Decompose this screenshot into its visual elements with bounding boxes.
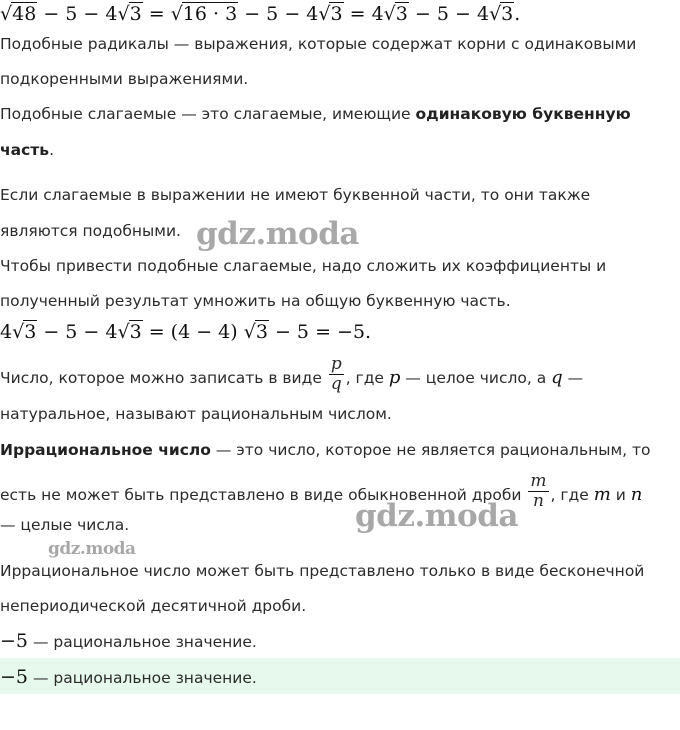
text-line: Иррациональное число — это число, которое не является рациональным, то (0, 441, 651, 459)
text-line: натуральное, называют рациональным числом. (0, 405, 392, 423)
text-line: Иррациональное число может быть представлено только в виде бесконечной (0, 562, 645, 580)
bold-term: одинаковую буквенную (415, 105, 631, 123)
bold-term: Иррациональное число (0, 441, 211, 459)
watermark-logo: gdz.moda (355, 498, 518, 534)
text-line: полученный результат умножить на общую буквенную часть. (0, 292, 511, 310)
radical-3: √3 (318, 3, 343, 25)
text-line: Подобные слагаемые — это слагаемые, имеющие одинаковую буквенную (0, 105, 631, 123)
text-line: являются подобными. (0, 222, 181, 240)
radical-48: √48 (0, 3, 37, 25)
formula-simplify: 4√3 − 5 − 4√3 = (4 − 4) √3 − 5 = −5. (0, 321, 372, 343)
text-line: Если слагаемые в выражении не имеют буквенной части, то они также (0, 186, 591, 204)
radical-3: √3 (383, 3, 408, 25)
radical-3: √3 (12, 321, 37, 343)
text-line: часть. (0, 141, 55, 159)
answer-line: −5 — рациональное значение. (0, 666, 257, 688)
text-line: Чтобы привести подобные слагаемые, надо сложить их коэффициенты и (0, 257, 607, 275)
formula-sqrt-transform: √48 − 5 − 4√3 = √16 · 3 − 5 − 4√3 = 4√3 − 5 − 4√3. (0, 3, 521, 25)
fraction-p-q: $\frac{p}{q}$ (330, 354, 342, 394)
text-line: непериодической десятичной дроби. (0, 597, 307, 615)
watermark-logo: gdz.moda (48, 539, 136, 559)
text-line: Число, которое можно записать в виде $\frac{p}{q}$ , где p — целое число, а q — (0, 354, 584, 394)
text-line: Подобные радикалы — выражения, которые содержат корни с одинаковыми (0, 35, 637, 53)
text-line: подкоренными выражениями. (0, 70, 249, 88)
radical-16x3: √16 · 3 (170, 3, 238, 25)
result-line: −5 — рациональное значение. (0, 630, 257, 652)
text-line: — целые числа. (0, 516, 130, 534)
fraction-m-n: $\frac{m}{n}$ (530, 471, 547, 511)
radical-3: √3 (117, 321, 142, 343)
bold-term: часть (0, 141, 50, 159)
text-line: есть не может быть представлено в виде обыкновенной дроби $\frac{m}{n}$ , где m и n (0, 471, 643, 511)
watermark-logo: gdz.moda (196, 216, 359, 252)
radical-3: √3 (489, 3, 514, 25)
radical-3: √3 (117, 3, 142, 25)
radical-3: √3 (243, 321, 268, 343)
